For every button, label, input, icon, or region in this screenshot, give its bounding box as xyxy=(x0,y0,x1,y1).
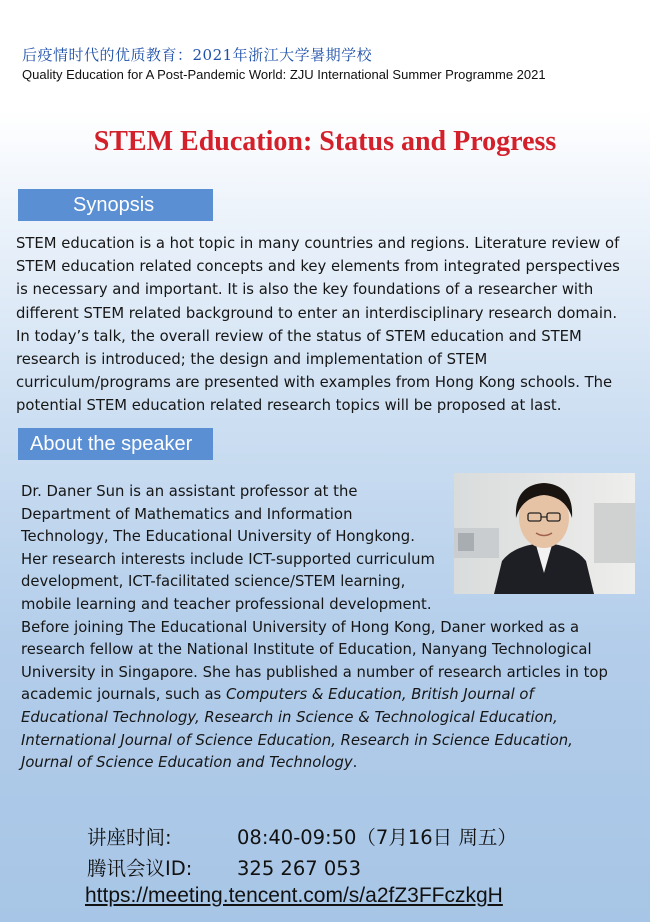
journal-list: Educational Technology, Research in Science & Technological Education, xyxy=(21,708,558,726)
page-title: STEM Education: Status and Progress xyxy=(93,126,557,157)
journal-list: International Journal of Science Education, Research in Science Education, xyxy=(21,731,573,749)
speaker-bio xyxy=(21,481,631,775)
bio-line xyxy=(21,684,631,707)
synopsis-line: is necessary and important. It is also the key foundations of a researcher with xyxy=(16,281,594,299)
synopsis-text xyxy=(16,232,636,418)
meeting-id-label: 腾讯会议ID: xyxy=(87,857,193,880)
synopsis-line: curriculum/programs are presented with examples from Hong Kong schools. The xyxy=(16,374,613,392)
meeting-time-label: 讲座时间: xyxy=(87,826,172,849)
journal-list: Computers & Education, British Journal of xyxy=(221,686,534,704)
bio-line: mobile learning and teacher professional development. xyxy=(21,595,432,613)
bio-line: research fellow at the National Institute of Education, Nanyang Technological xyxy=(21,641,592,659)
meeting-id-value: 325 267 053 xyxy=(237,857,362,880)
speaker-heading: About the speaker xyxy=(18,428,213,460)
synopsis-heading: Synopsis xyxy=(18,189,213,221)
journal-list: Journal of Science Education and Technology xyxy=(21,754,353,772)
synopsis-line: STEM education is a hot topic in many countries and regions. Literature review of xyxy=(16,235,620,252)
synopsis-line: different STEM related background to enter an interdisciplinary research domain. xyxy=(16,304,618,322)
bio-line: Before joining The Educational University of Hong Kong, Daner worked as a xyxy=(21,618,580,636)
bio-line: Dr. Daner Sun is an assistant professor at the xyxy=(21,483,358,500)
synopsis-line: research is introduced; the design and implementation of STEM xyxy=(16,351,488,369)
bio-line xyxy=(21,752,631,775)
bio-line: Her research interests include ICT-supported curriculum xyxy=(21,550,435,568)
bio-line: Technology, The Educational University of Hongkong. xyxy=(21,528,415,546)
meeting-time-value: 08:40-09:50（7月16日 周五） xyxy=(237,826,517,849)
header-english-title: Quality Education for A Post-Pandemic World: ZJU International Summer Programme 2021 xyxy=(22,67,546,82)
meeting-time xyxy=(87,822,517,850)
bio-line: University in Singapore. She has published a number of research articles in top xyxy=(21,663,608,681)
synopsis-line: STEM education related concepts and key elements from integrated perspectives xyxy=(16,258,620,276)
synopsis-line: potential STEM education related research topics will be proposed at last. xyxy=(16,397,562,415)
bio-end: . xyxy=(352,754,358,772)
synopsis-line: In today’s talk, the overall review of the status of STEM education and STEM xyxy=(16,327,582,345)
header-chinese-title: 后疫情时代的优质教育：2021年浙江大学暑期学校 xyxy=(22,46,373,64)
bio-line: development, ICT-facilitated science/STEM learning, xyxy=(21,573,406,591)
bio-text: academic journals, such as xyxy=(21,686,222,704)
bio-line: Department of Mathematics and Information xyxy=(21,505,353,523)
meeting-id xyxy=(87,853,361,881)
meeting-link[interactable]: https://meeting.tencent.com/s/a2fZ3FFczkgH xyxy=(85,884,503,907)
